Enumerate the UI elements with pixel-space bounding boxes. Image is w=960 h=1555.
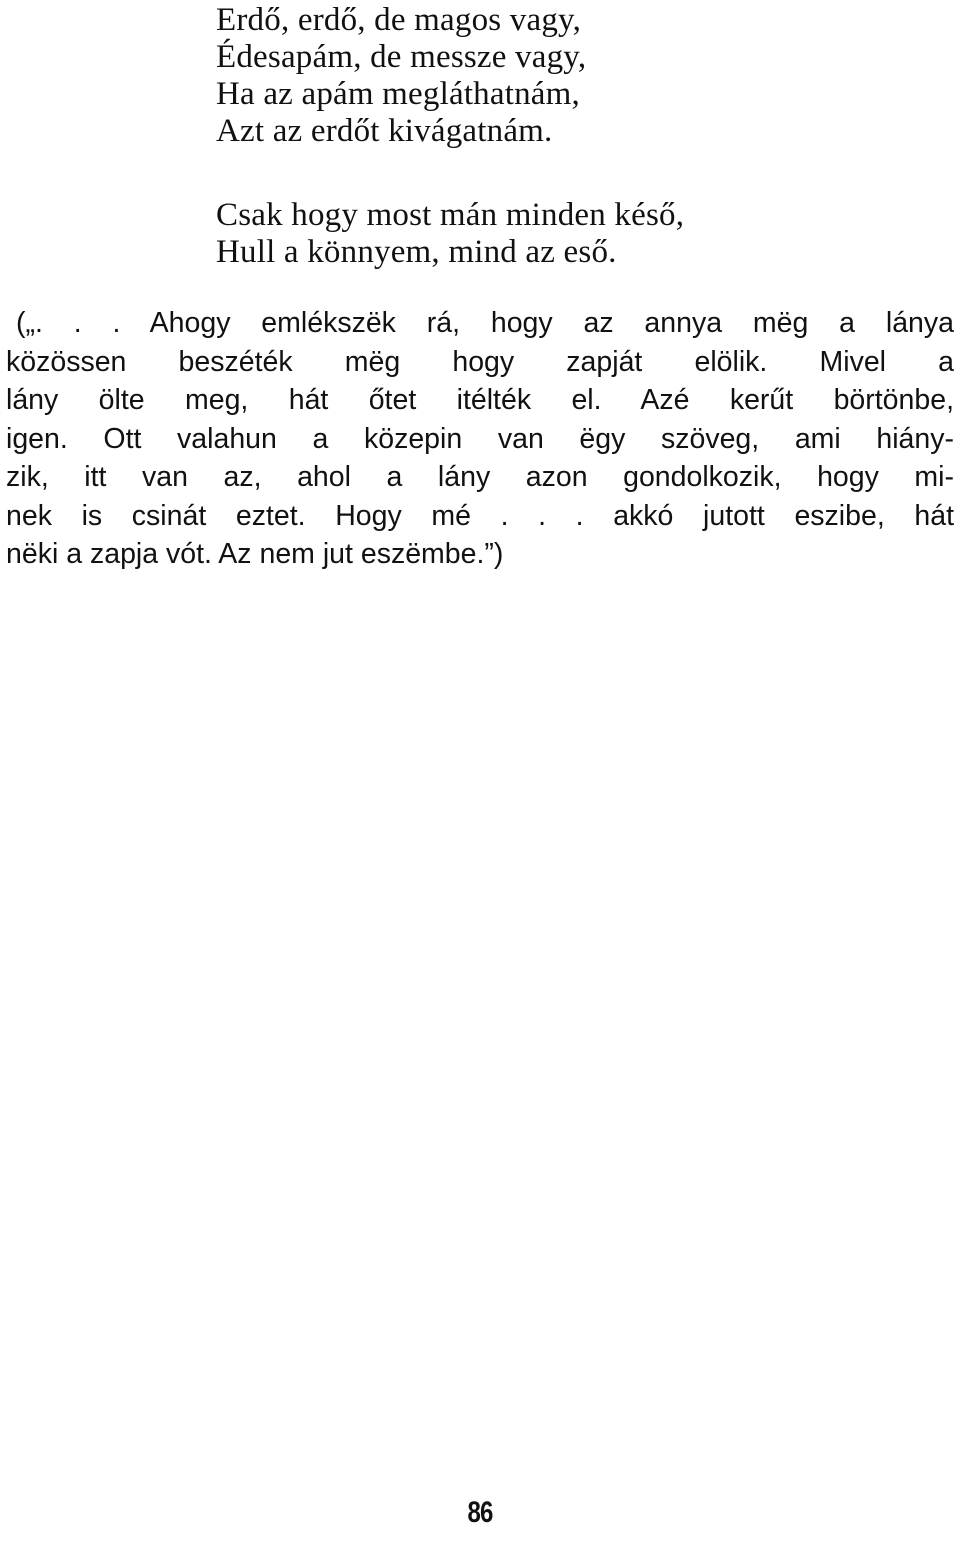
poem-line: Csak hogy most mán minden késő, [216,197,685,233]
poem-line: Erdő, erdő, de magos vagy, [216,2,582,38]
commentary-line: zik, itt van az, ahol a lány azon gondolkozik, hogy mi- [6,461,954,493]
poem-stanza-2 [216,197,684,271]
poem-line: Édesapám, de messze vagy, [216,39,587,75]
commentary-line: nek is csinát eztet. Hogy mé . . . akkó jutott eszibe, hát [6,499,954,532]
commentary-paragraph [6,304,954,574]
poem-line: Azt az erdőt kivágatnám. [216,113,553,149]
commentary-line: lány ölte meg, hát őtet itélték el. Azé kerűt börtönbe, [6,384,954,416]
page-number: 86 [467,1496,493,1529]
commentary-line: („. . . Ahogy emlékszëk rá, hogy az annya mëg a lánya [16,307,954,339]
poem-line: Hull a könnyem, mind az eső. [216,234,617,270]
commentary-line: közössen beszéték mëg hogy zapját elölik. Mivel a [6,345,954,378]
commentary-line: nëki a zapja vót. Az nem jut eszëmbe.”) [6,538,504,570]
commentary-line: igen. Ott valahun a közepin van ëgy szöveg, ami hiány- [6,422,954,455]
poem-stanza-1 [216,2,586,150]
poem-line: Ha az apám megláthatnám, [216,76,580,112]
